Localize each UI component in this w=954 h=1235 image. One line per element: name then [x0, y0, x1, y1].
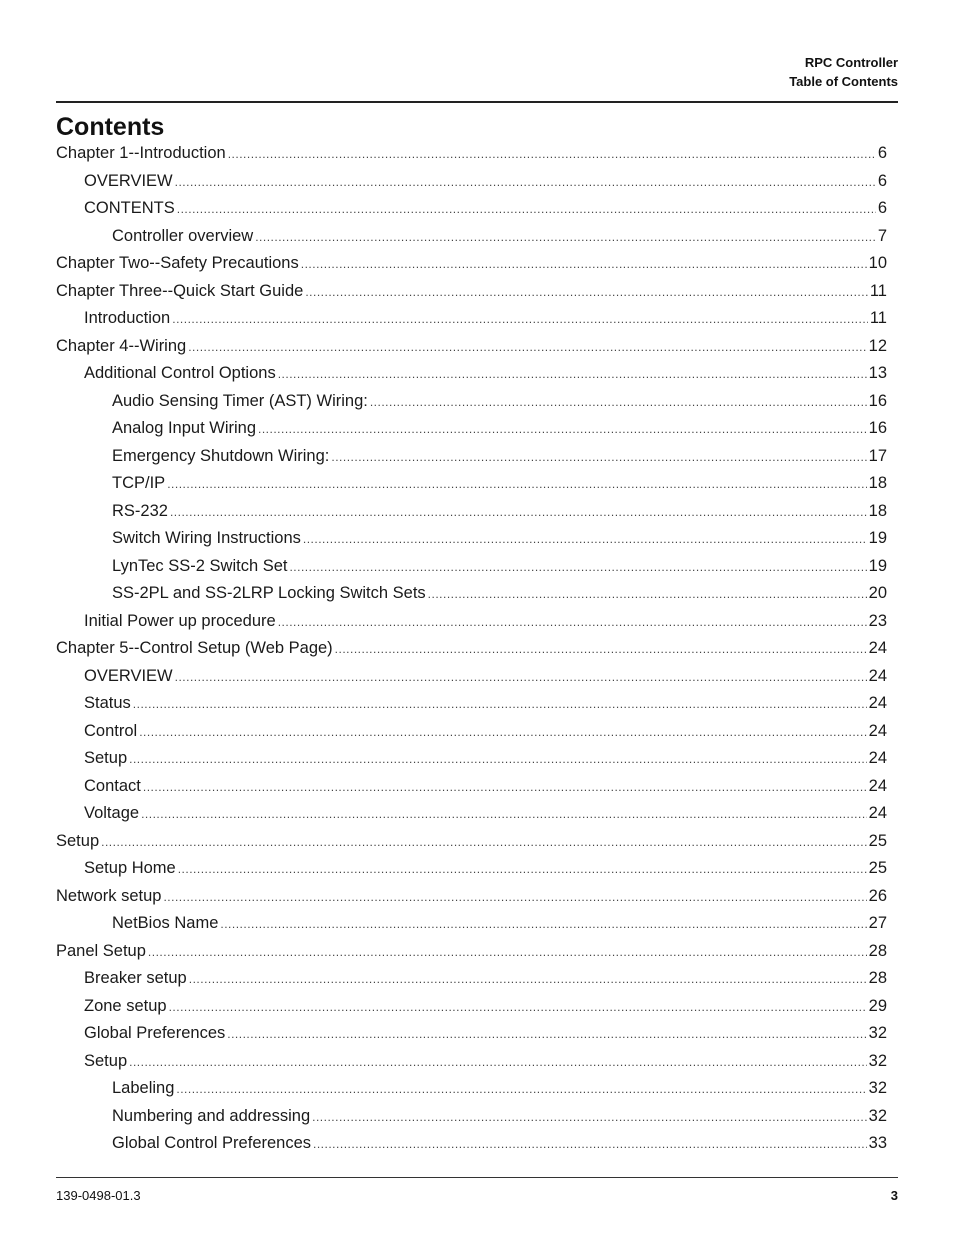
toc-entry-label: Controller overview [112, 226, 254, 245]
toc-dot-leader [189, 966, 867, 994]
toc-dot-leader [172, 306, 868, 334]
toc-dot-leader [101, 829, 867, 857]
toc-entry-label: Setup Home [84, 859, 176, 877]
toc-entry-page: 16 [868, 391, 887, 410]
toc-entry-label: Chapter Three--Quick Start Guide [56, 281, 304, 300]
toc-entry-label: Network setup [56, 886, 162, 905]
toc-dot-leader [255, 224, 876, 252]
toc-entry-label: Labeling [112, 1079, 175, 1097]
toc-entry[interactable] [56, 415, 887, 443]
toc-entry-page: 29 [868, 996, 887, 1015]
toc-entry-page: 18 [868, 501, 887, 520]
toc-entry[interactable] [56, 250, 887, 278]
toc-entry-page: 19 [868, 556, 887, 575]
toc-dot-leader [167, 471, 866, 499]
toc-entry[interactable] [56, 168, 887, 196]
toc-dot-leader [331, 444, 866, 472]
toc-entry-label: Status [84, 694, 131, 712]
toc-entry-page: 32 [868, 1024, 887, 1042]
toc-entry-page: 26 [868, 886, 887, 905]
toc-entry-page: 24 [868, 721, 887, 740]
running-header [789, 53, 898, 91]
toc-dot-leader [428, 581, 867, 609]
toc-entry[interactable] [56, 690, 887, 718]
toc-entry[interactable] [56, 525, 887, 553]
toc-entry-label: Introduction [84, 309, 171, 327]
toc-entry-label: RS-232 [112, 501, 168, 520]
toc-entry-page: 11 [869, 281, 887, 300]
toc-entry-label: Setup [84, 749, 128, 767]
toc-entry-page: 32 [868, 1051, 887, 1070]
toc-entry[interactable] [56, 305, 887, 333]
toc-entry-page: 12 [868, 336, 887, 355]
toc-entry-label: Panel Setup [56, 941, 146, 960]
toc-entry-label: Breaker setup [84, 969, 187, 987]
toc-entry-page: 6 [877, 144, 887, 162]
toc-dot-leader [303, 526, 867, 554]
toc-entry-label: Voltage [84, 804, 140, 822]
toc-entry-label: Additional Control Options [84, 364, 276, 382]
toc-entry-label: TCP/IP [112, 474, 166, 492]
toc-entry-label: NetBios Name [112, 914, 219, 932]
toc-entry-page: 24 [868, 749, 887, 767]
toc-dot-leader [175, 664, 867, 692]
toc-dot-leader [228, 141, 876, 169]
toc-entry[interactable] [56, 553, 887, 581]
toc-entry[interactable] [56, 663, 887, 691]
toc-entry-page: 24 [868, 694, 887, 712]
toc-entry-page: 24 [868, 776, 887, 795]
toc-dot-leader [301, 251, 867, 279]
header-divider [56, 101, 898, 103]
toc-entry[interactable] [56, 910, 887, 938]
toc-entry-page: 28 [868, 969, 887, 987]
toc-entry-page: 6 [877, 199, 887, 217]
toc-dot-leader [370, 389, 867, 417]
toc-dot-leader [163, 884, 866, 912]
toc-entry-page: 11 [869, 309, 887, 327]
toc-entry-page: 25 [868, 831, 887, 850]
toc-dot-leader [133, 691, 867, 719]
toc-entry-label: Global Preferences [84, 1024, 226, 1042]
toc-dot-leader [129, 746, 867, 774]
toc-entry[interactable] [56, 498, 887, 526]
toc-entry[interactable] [56, 443, 887, 471]
toc-entry-label: Control [84, 721, 138, 740]
toc-entry-page: 24 [868, 666, 887, 685]
toc-dot-leader [170, 499, 867, 527]
table-of-contents [56, 140, 887, 1158]
toc-entry-label: Setup [84, 1051, 128, 1070]
toc-entry-label: Contact [84, 776, 141, 795]
toc-entry-page: 13 [868, 364, 887, 382]
footer-page-number: 3 [890, 1188, 898, 1203]
toc-entry-page: 17 [868, 446, 887, 465]
toc-dot-leader [143, 774, 867, 802]
toc-dot-leader [258, 416, 867, 444]
toc-dot-leader [188, 334, 866, 362]
toc-entry[interactable] [56, 635, 887, 663]
toc-entry-label: Global Control Preferences [112, 1134, 312, 1152]
toc-entry-page: 19 [868, 529, 887, 547]
toc-entry[interactable] [56, 1048, 887, 1076]
toc-entry-page: 28 [868, 941, 887, 960]
toc-entry-label: LynTec SS-2 Switch Set [112, 556, 288, 575]
toc-entry[interactable] [56, 195, 887, 223]
toc-dot-leader [178, 856, 867, 884]
toc-entry[interactable] [56, 1103, 887, 1131]
toc-entry-label: Analog Input Wiring [112, 419, 256, 437]
toc-entry-page: 16 [868, 419, 887, 437]
toc-entry[interactable] [56, 745, 887, 773]
toc-entry[interactable] [56, 140, 887, 168]
toc-entry-label: Emergency Shutdown Wiring: [112, 446, 330, 465]
toc-entry-label: Chapter 4--Wiring [56, 336, 187, 355]
toc-entry-label: Audio Sensing Timer (AST) Wiring: [112, 391, 368, 410]
toc-dot-leader [312, 1104, 867, 1132]
toc-dot-leader [177, 196, 876, 224]
toc-dot-leader [278, 609, 867, 637]
header-section-title: Table of Contents [789, 74, 898, 89]
header-product-title: RPC Controller [804, 55, 898, 70]
toc-entry[interactable] [56, 608, 887, 636]
toc-entry-page: 23 [868, 611, 887, 630]
toc-entry-label: Chapter Two--Safety Precautions [56, 254, 299, 272]
toc-entry-page: 20 [868, 584, 887, 602]
toc-entry-page: 32 [868, 1106, 887, 1125]
toc-entry[interactable] [56, 1130, 887, 1158]
toc-entry[interactable] [56, 333, 887, 361]
toc-entry[interactable] [56, 855, 887, 883]
toc-entry[interactable] [56, 470, 887, 498]
toc-dot-leader [129, 1049, 867, 1077]
toc-dot-leader [305, 279, 868, 307]
toc-entry-label: OVERVIEW [84, 171, 173, 190]
toc-entry-page: 6 [877, 171, 887, 190]
toc-entry-page: 33 [868, 1134, 887, 1152]
toc-entry[interactable] [56, 993, 887, 1021]
toc-entry[interactable] [56, 278, 887, 306]
toc-entry-label: Zone setup [84, 996, 167, 1015]
toc-entry[interactable] [56, 580, 887, 608]
toc-entry[interactable] [56, 360, 887, 388]
toc-entry[interactable] [56, 883, 887, 911]
toc-entry-label: Chapter 1--Introduction [56, 144, 226, 162]
toc-entry[interactable] [56, 965, 887, 993]
toc-entry-label: Numbering and addressing [112, 1106, 311, 1125]
toc-dot-leader [148, 939, 867, 967]
toc-entry-page: 7 [877, 226, 887, 245]
toc-entry[interactable] [56, 223, 887, 251]
toc-entry[interactable] [56, 388, 887, 416]
toc-dot-leader [139, 719, 866, 747]
toc-entry[interactable] [56, 1075, 887, 1103]
toc-dot-leader [227, 1021, 866, 1049]
toc-entry-label: Switch Wiring Instructions [112, 529, 301, 547]
toc-dot-leader [220, 911, 866, 939]
toc-entry[interactable] [56, 718, 887, 746]
footer-doc-number: 139-0498-01.3 [56, 1188, 141, 1203]
toc-entry[interactable] [56, 800, 887, 828]
toc-dot-leader [176, 1076, 866, 1104]
toc-entry-page: 18 [868, 474, 887, 492]
toc-entry-page: 25 [868, 859, 887, 877]
toc-entry-page: 24 [868, 639, 887, 657]
toc-entry-label: SS-2PL and SS-2LRP Locking Switch Sets [112, 584, 426, 602]
toc-entry-page: 24 [868, 804, 887, 822]
toc-dot-leader [313, 1131, 867, 1159]
page-title: Contents [56, 113, 165, 141]
toc-dot-leader [278, 361, 867, 389]
toc-dot-leader [175, 169, 876, 197]
toc-dot-leader [335, 636, 867, 664]
toc-entry[interactable] [56, 938, 887, 966]
toc-entry-label: CONTENTS [84, 199, 175, 217]
toc-entry-page: 27 [868, 914, 887, 932]
toc-entry-page: 32 [868, 1079, 887, 1097]
toc-entry-label: Initial Power up procedure [84, 611, 276, 630]
toc-entry-label: OVERVIEW [84, 666, 173, 685]
toc-dot-leader [289, 554, 866, 582]
toc-entry-page: 10 [868, 254, 887, 272]
toc-entry[interactable] [56, 1020, 887, 1048]
toc-dot-leader [141, 801, 867, 829]
toc-dot-leader [169, 994, 867, 1022]
toc-entry[interactable] [56, 773, 887, 801]
toc-entry[interactable] [56, 828, 887, 856]
toc-entry-label: Chapter 5--Control Setup (Web Page) [56, 639, 333, 657]
toc-entry-label: Setup [56, 831, 100, 850]
footer-divider [56, 1177, 898, 1178]
